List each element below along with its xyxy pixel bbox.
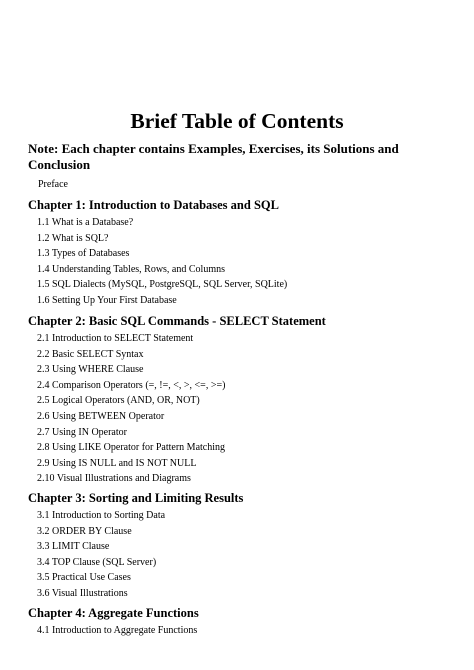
toc-entry: 1.6 Setting Up Your First Database — [37, 294, 177, 306]
chapter-1-list — [28, 215, 448, 309]
toc-entry: 2.3 Using WHERE Clause — [37, 364, 144, 376]
toc-entry: 1.2 What is SQL? — [37, 232, 109, 244]
chapter-4-heading: Chapter 4: Aggregate Functions — [28, 606, 199, 620]
toc-entry: 2.5 Logical Operators (AND, OR, NOT) — [37, 395, 200, 407]
chapter-note: Note: Each chapter contains Examples, Exercises, its Solutions and Conclusion — [28, 141, 399, 172]
toc-entry: 2.7 Using IN Operator — [37, 426, 127, 438]
page-title: Brief Table of Contents — [130, 109, 344, 133]
toc-entry: 3.1 Introduction to Sorting Data — [37, 510, 166, 521]
toc-entry: 3.2 ORDER BY Clause — [37, 525, 132, 537]
toc-entry: 2.1 Introduction to SELECT Statement — [37, 333, 194, 344]
toc-entry: 2.10 Visual Illustrations and Diagrams — [37, 473, 191, 485]
chapter-1-section — [28, 197, 448, 309]
toc-entry: 3.5 Practical Use Cases — [37, 572, 131, 584]
chapter-4-list — [28, 623, 448, 639]
toc-entry: 3.3 LIMIT Clause — [37, 541, 110, 553]
chapter-2-heading: Chapter 2: Basic SQL Commands - SELECT Statement — [28, 314, 326, 328]
toc-entry: 3.6 Visual Illustrations — [37, 587, 128, 599]
toc-entry: 1.3 Types of Databases — [37, 248, 130, 260]
toc-entry: 3.4 TOP Clause (SQL Server) — [37, 556, 157, 568]
chapter-3-section — [28, 490, 448, 602]
toc-entry: 2.2 Basic SELECT Syntax — [37, 348, 144, 360]
toc-entry: 1.5 SQL Dialects (MySQL, PostgreSQL, SQL Server, SQLite) — [37, 279, 288, 291]
chapter-3-list — [28, 508, 448, 602]
toc-entry: 1.1 What is a Database? — [37, 217, 134, 228]
chapter-4-section — [28, 605, 448, 639]
toc-entry: 4.1 Introduction to Aggregate Functions — [37, 625, 198, 636]
chapter-1-heading: Chapter 1: Introduction to Databases and SQL — [28, 198, 279, 212]
toc-entry: 2.6 Using BETWEEN Operator — [37, 410, 165, 422]
toc-entry: 2.9 Using IS NULL and IS NOT NULL — [37, 457, 197, 469]
preface-entry: Preface — [38, 179, 68, 190]
toc-entry: 2.8 Using LIKE Operator for Pattern Matching — [37, 442, 226, 454]
chapter-3-heading: Chapter 3: Sorting and Limiting Results — [28, 491, 244, 505]
chapter-2-list — [28, 331, 448, 487]
toc-entry: 2.4 Comparison Operators (=, !=, <, >, <=, >=) — [37, 379, 226, 391]
toc-entry: 1.4 Understanding Tables, Rows, and Columns — [37, 263, 225, 275]
chapter-2-section — [28, 313, 448, 487]
